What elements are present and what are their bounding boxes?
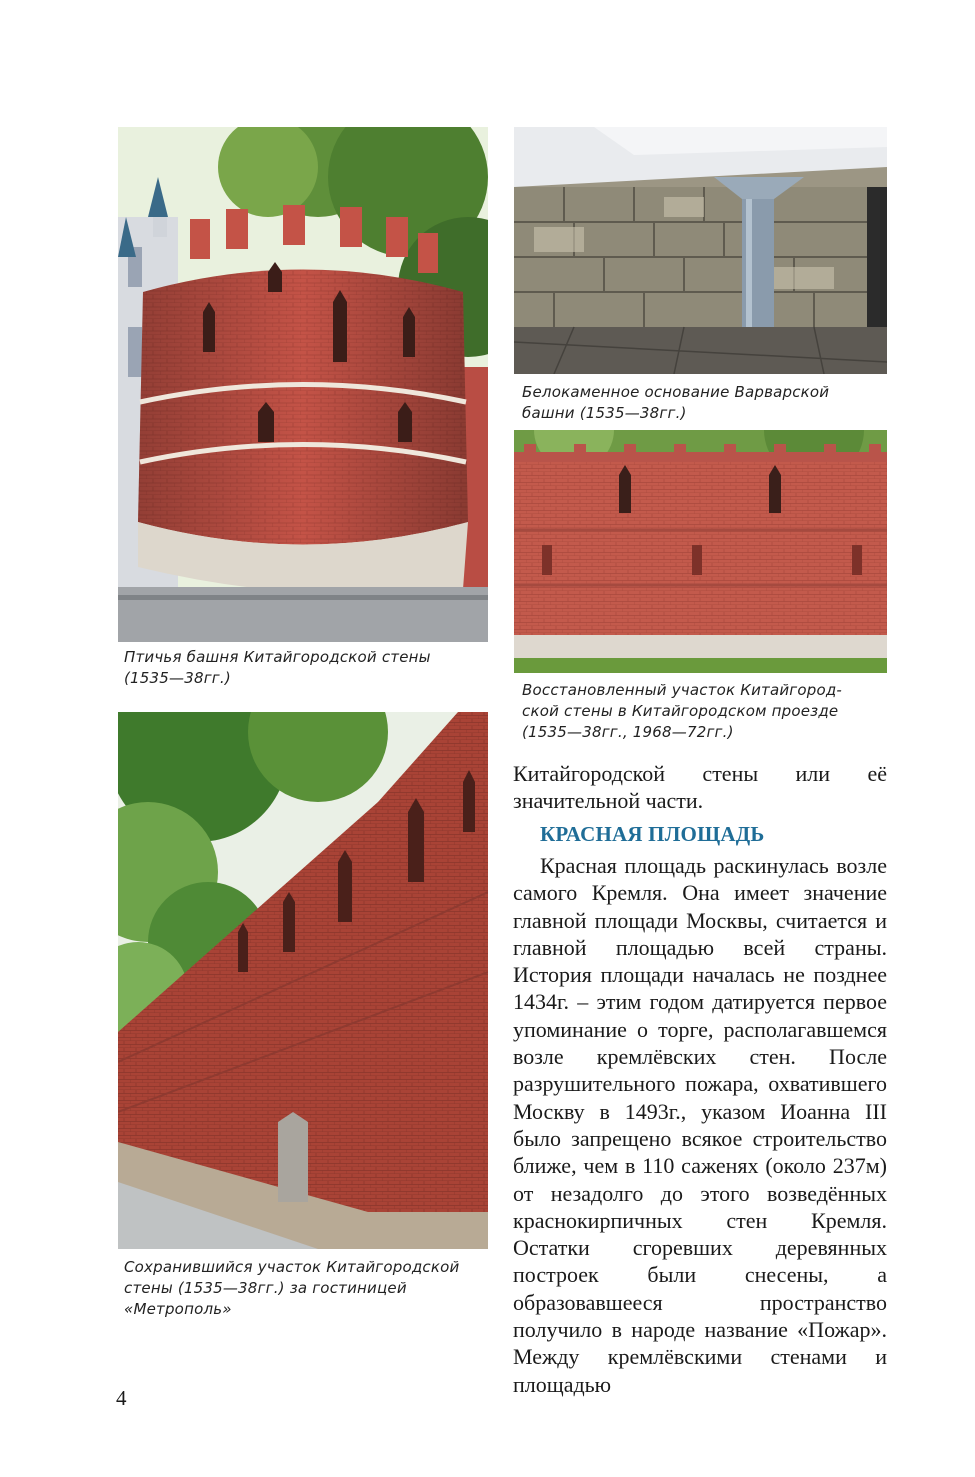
restored-wall-photo [514,430,887,673]
varvarskaya-base-photo [514,127,887,374]
section-paragraph: Красная площадь раскинулась возле самого Кремля. Она имеет значение главной площади Москвы, считается и главной площадью всей страны. История площади началась не позднее 1434г. – этим годом датируется первое упоминание о торге, располагавшемся возле кремлёвских стен. После разрушительного пожара, охватившего Москву в 1493г., указом Иоанна III было запрещено всякое строительство ближе, чем в 110 саженях (около 237м) от незадолго до этого возведённых краснокирпичных стен Кремля. Остатки сгоревших деревянных построек были снесены, а образовавшееся пространство получило в народе название «Пожар». Между кремлёвскими стенами и площадью [513,853,887,1397]
restored-wall-caption [522,680,882,743]
caption-line: (1535—38гг.) [124,669,231,687]
caption-line: Сохранившийся участок Китайгородской [124,1258,460,1276]
caption-line: стены (1535—38гг.) за гостиницей [124,1279,407,1297]
caption-line: ской стены в Китайгородском проезде [522,702,839,720]
ptichya-tower-photo [118,127,488,642]
caption-line: (1535—38гг., 1968—72гг.) [522,723,734,741]
caption-line: Белокаменное основание Варварской [522,383,830,401]
ptichya-tower-caption [124,647,484,689]
varvarskaya-base-caption [522,382,882,424]
continuation-text: Китайгородской стены или её значительной части. [513,761,887,814]
caption-line: Восстановленный участок Китайгород- [522,681,843,699]
section-heading: КРАСНАЯ ПЛОЩАДЬ [540,822,765,846]
page-number: 4 [116,1386,127,1410]
metropol-wall-caption [124,1257,484,1320]
caption-line: башни (1535—38гг.) [522,404,687,422]
caption-line: Птичья башня Китайгородской стены [124,648,431,666]
metropol-wall-photo [118,712,488,1249]
caption-line: «Метрополь» [124,1300,232,1318]
